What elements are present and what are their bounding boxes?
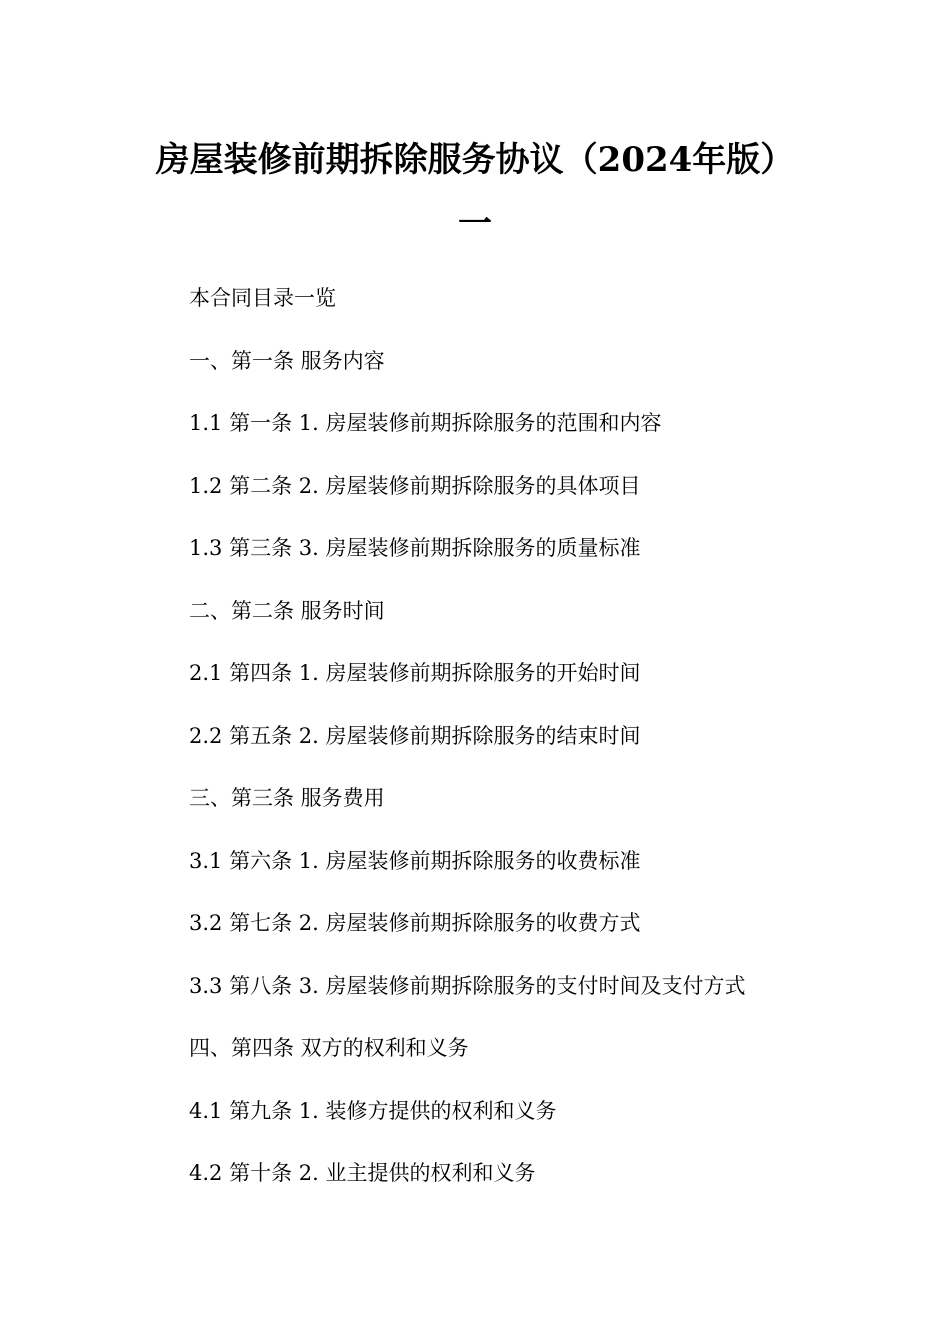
toc-item-4-2: 4.2 第十条 2. 业主提供的权利和义务 [189, 1161, 536, 1185]
toc-item-3-3: 3.3 第八条 3. 房屋装修前期拆除服务的支付时间及支付方式 [189, 973, 746, 998]
toc-item-1-3: 1.3 第三条 3. 房屋装修前期拆除服务的质量标准 [189, 536, 641, 560]
document-title-continuation: 一 [458, 204, 492, 244]
toc-item-3-2: 3.2 第七条 2. 房屋装修前期拆除服务的收费方式 [189, 911, 641, 935]
toc-item-4-1: 4.1 第九条 1. 装修方提供的权利和义务 [189, 1098, 557, 1123]
toc-heading: 本合同目录一览 [189, 286, 336, 310]
toc-item-3-1: 3.1 第六条 1. 房屋装修前期拆除服务的收费标准 [189, 848, 641, 873]
toc-item-2-1: 2.1 第四条 1. 房屋装修前期拆除服务的开始时间 [189, 661, 641, 685]
toc-item-2-2: 2.2 第五条 2. 房屋装修前期拆除服务的结束时间 [189, 723, 641, 748]
toc-section-3: 三、第三条 服务费用 [189, 786, 385, 810]
toc-item-1-2: 1.2 第二条 2. 房屋装修前期拆除服务的具体项目 [189, 473, 641, 498]
document-title: 房屋装修前期拆除服务协议（2024年版） [155, 140, 795, 180]
toc-section-4: 四、第四条 双方的权利和义务 [189, 1036, 469, 1060]
table-of-contents [189, 283, 889, 1221]
toc-section-1: 一、第一条 服务内容 [189, 348, 385, 373]
toc-item-1-1: 1.1 第一条 1. 房屋装修前期拆除服务的范围和内容 [189, 411, 662, 435]
toc-section-2: 二、第二条 服务时间 [189, 598, 385, 623]
